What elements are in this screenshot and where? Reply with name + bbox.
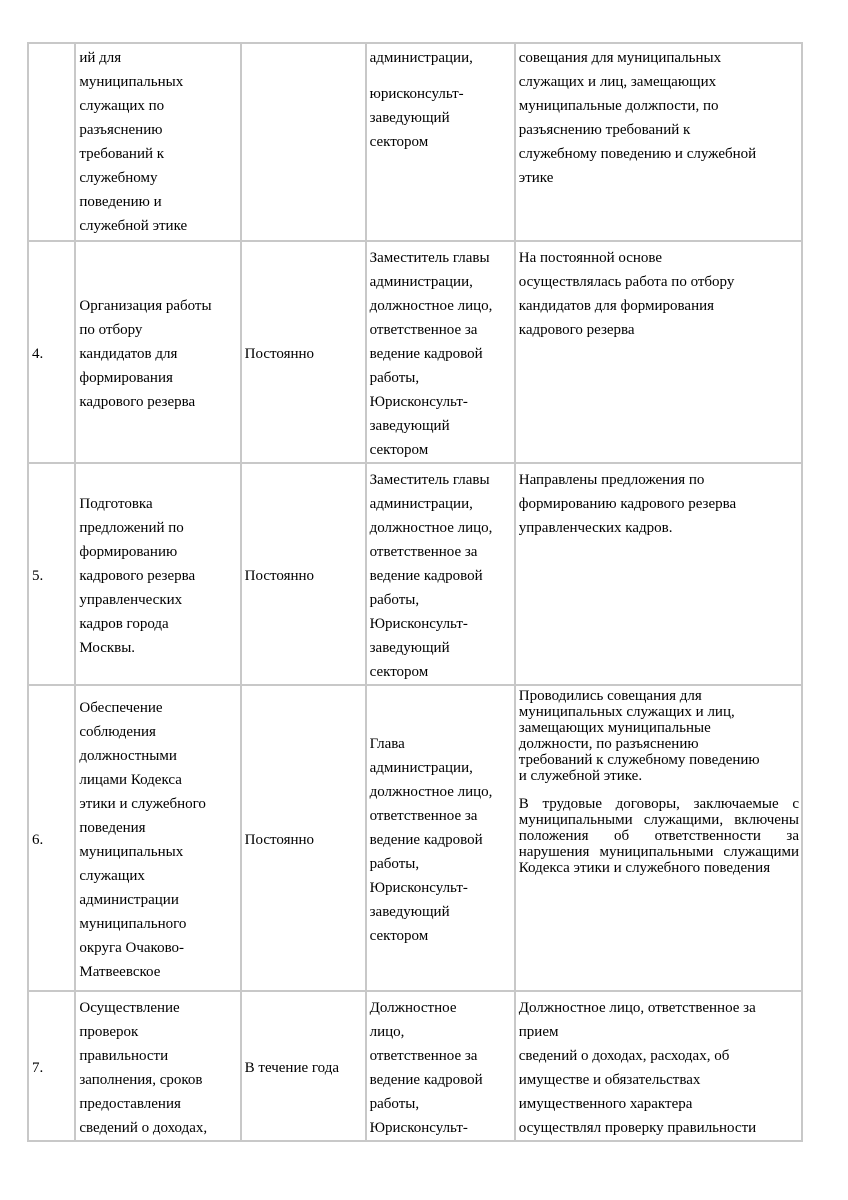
responsible-text: Заместитель главы администрации, должностное лицо, ответственное за ведение кадровой работы, Юрисконсульт- заведующий сектором [369,472,493,680]
result-cell [515,685,802,991]
term-cell [241,463,366,685]
term-text: Постоянно [244,832,315,848]
term-text: В течение года [244,1060,340,1076]
activity-text: Подготовка предложений по формированию кадрового резерва управленческих кадров города Москвы. [79,496,196,656]
term-text: Постоянно [244,346,315,362]
activity-cell [75,241,240,463]
row-number: 7. [32,1060,44,1076]
row-number-cell [28,463,75,685]
row-number: 4. [32,346,44,362]
responsible-cell [366,463,515,685]
result-text: В трудовые договоры, заключаемые с муниципальными служащими, включены положения об ответственности за нарушения муниципальными служащими Кодекса этики и служебного поведения [518,796,799,876]
responsible-text: администрации, [369,50,473,66]
term-text: Постоянно [244,568,315,584]
activity-cell [75,43,240,241]
activity-text: Организация работы по отбору кандидатов для формирования кадрового резерва [79,298,212,410]
table-row [28,43,802,241]
responsible-cell [366,991,515,1141]
activity-cell [75,685,240,991]
term-cell [241,991,366,1141]
result-cell [515,463,802,685]
activity-text: Обеспечение соблюдения должностными лицами Кодекса этики и служебного поведения муниципальных служащих администрации муниципального округа Очаково- Матвеевское [79,700,206,980]
result-cell [515,991,802,1141]
result-text: На постоянной основе осуществлялась работа по отбору кандидатов для формирования кадрового резерва [518,250,735,338]
responsible-cell [366,685,515,991]
term-cell [241,241,366,463]
table-row [28,241,802,463]
term-cell [241,685,366,991]
term-cell [241,43,366,241]
activity-text: ий для муниципальных служащих по разъяснению требований к служебному поведению и служебной этике [79,50,188,234]
table-row [28,685,802,991]
result-cell [515,241,802,463]
row-number-cell [28,685,75,991]
result-text: Направлены предложения по формированию кадрового резерва управленческих кадров. [518,472,737,536]
result-cell [515,43,802,241]
responsible-cell [366,43,515,241]
responsible-text: юрисконсульт- заведующий сектором [369,86,464,150]
row-number: 6. [32,832,44,848]
responsible-text: Заместитель главы администрации, должностное лицо, ответственное за ведение кадровой работы, Юрисконсульт- заведующий сектором [369,250,493,458]
row-number: 5. [32,568,44,584]
responsible-text: Глава администрации, должностное лицо, ответственное за ведение кадровой работы, Юрисконсульт- заведующий сектором [369,736,493,944]
activity-cell [75,991,240,1141]
row-number-cell [28,241,75,463]
responsible-text: Должностное лицо, ответственное за ведение кадровой работы, Юрисконсульт- [369,1000,483,1136]
row-number-cell [28,991,75,1141]
activity-text: Осуществление проверок правильности заполнения, сроков предоставления сведений о доходах, [79,1000,208,1136]
measures-table [27,42,803,1142]
result-text: Проводились совещания для муниципальных служащих и лиц, замещающих муниципальные должности, по разъяснению требований к служебному поведению и служебной этике. [518,688,760,784]
activity-cell [75,463,240,685]
row-number-cell [28,43,75,241]
result-text: Должностное лицо, ответственное за прием сведений о доходах, расходах, об имуществе и обязательствах имущественного характера осуществлял проверку правильности [518,1000,757,1136]
table-row [28,991,802,1141]
result-text: совещания для муниципальных служащих и лиц, замещающих муниципальные должпости, по разъяснению требований к служебному поведению и служебной этике [518,50,757,186]
table-row [28,463,802,685]
responsible-cell [366,241,515,463]
